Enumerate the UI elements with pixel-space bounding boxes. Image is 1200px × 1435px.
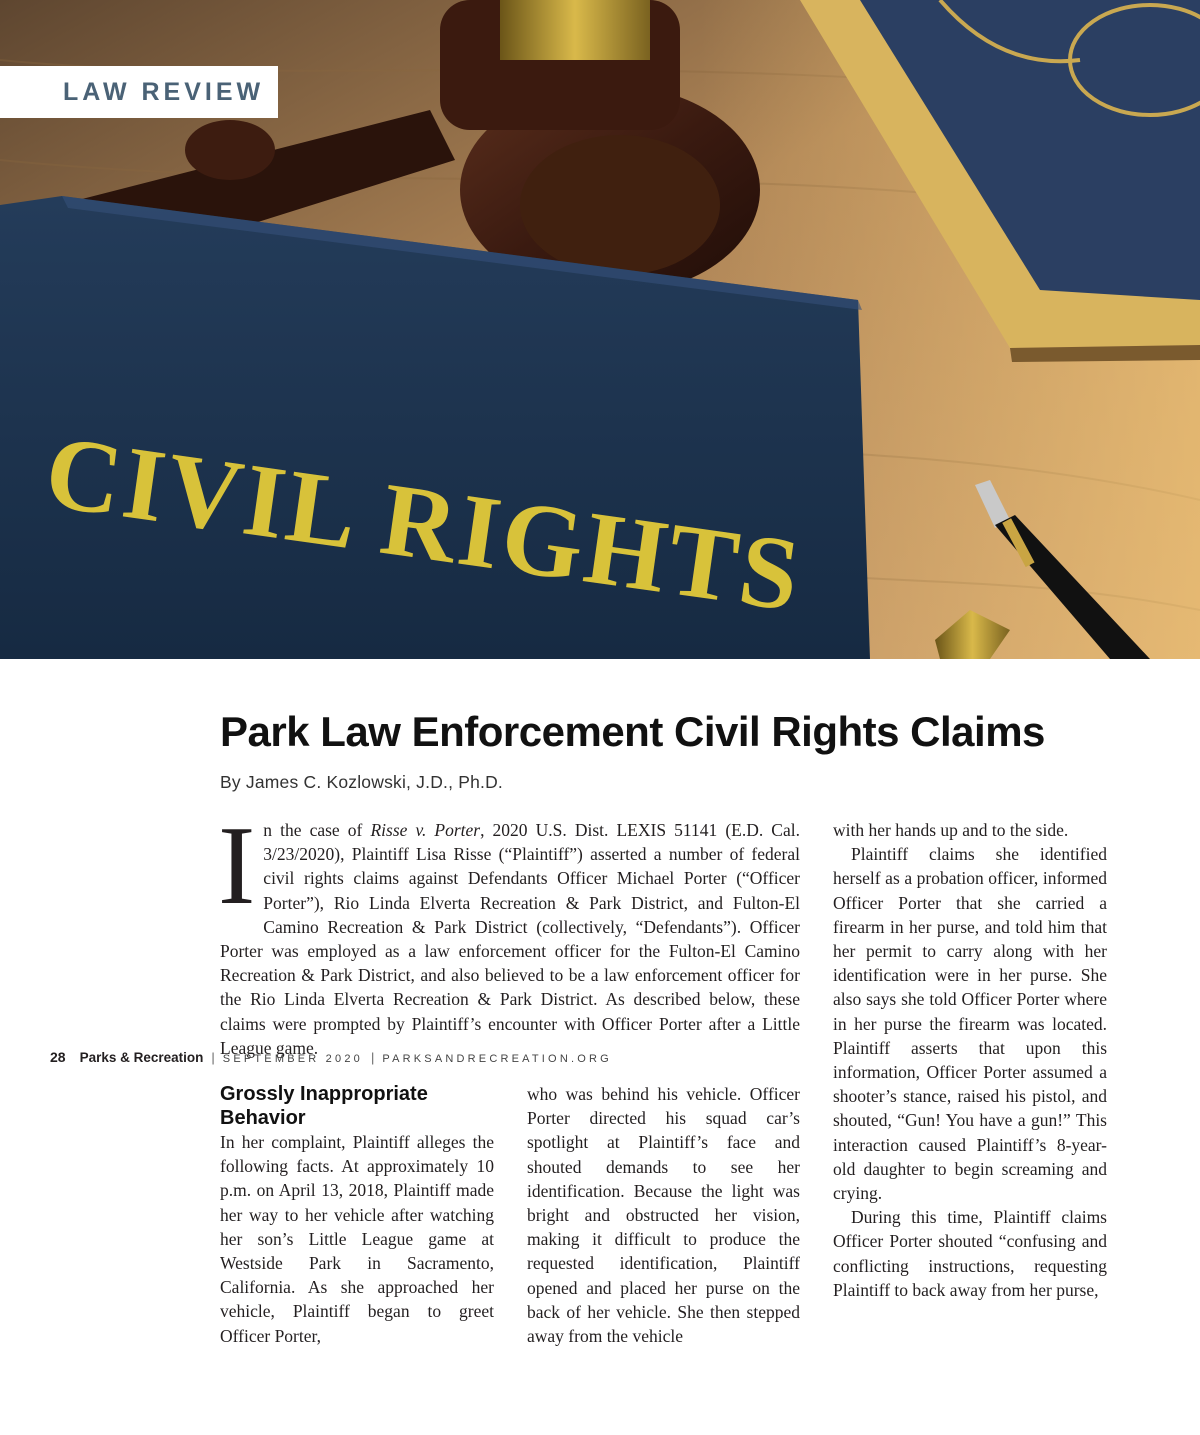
- section-subhead: Grossly Inappropriate Behavior: [220, 1083, 428, 1129]
- intro-paragraph: [218, 804, 800, 1060]
- website-link[interactable]: PARKSANDRECREATION.ORG: [382, 1053, 612, 1065]
- article-title: Park Law Enforcement Civil Rights Claims: [220, 708, 1045, 755]
- byline: By James C. Kozlowski, J.D., Ph.D.: [220, 772, 503, 792]
- section-tag: LAW REVIEW: [0, 66, 278, 118]
- column-b-text: who was behind his vehicle. Officer Porter directed his squad car’s spotlight at Plaintiff’s face and shouted demands to see her identification. Because the light was bright and obstructed her vision, making it difficult to produce the requested identification, Plaintiff opened and placed her purse on the back of her vehicle. She then stepped away from the vehicle: [527, 1084, 800, 1347]
- case-name: Risse v. Porter: [370, 820, 481, 840]
- intro-lead: n the case of: [263, 820, 371, 840]
- hero-image: [0, 0, 1200, 659]
- drop-cap: I: [218, 804, 256, 928]
- column-c-text-3: During this time, Plaintiff claims Officer Porter shouted “confusing and conflicting instructions, requesting Plaintiff to back away from her purse,: [833, 1207, 1107, 1300]
- page-footer: [50, 1049, 612, 1065]
- footer-separator-2: |: [370, 1050, 375, 1065]
- column-b: [527, 1082, 800, 1348]
- footer-separator: |: [211, 1050, 215, 1065]
- column-a: [220, 1082, 494, 1348]
- book-title-text: CIVIL RIGHTS: [38, 413, 809, 634]
- column-c: [833, 818, 1107, 1302]
- intro-column: [218, 804, 800, 1060]
- intro-body: , 2020 U.S. Dist. LEXIS 51141 (E.D. Cal. 3/23/2020), Plaintiff Lisa Risse (“Plaintiff”) asserted a number of federal civil rights claims against Defendants Officer Michael Porter (“Officer Porter”), Rio Linda Elverta Recreation & Park District, and Fulton-El Camino Recreation & Park District (collectively, “Defendants”). Officer Porter was employed as a law enforcement officer for the Fulton-El Camino Recreation & Park District, and also believed to be a law enforcement officer for the Rio Linda Elverta Recreation & Park District. As described below, these claims were prompted by Plaintiff’s encounter with Officer Porter after a Little League game.: [220, 820, 800, 1058]
- column-c-text-1: with her hands up and to the side.: [833, 820, 1069, 840]
- magazine-name: Parks & Recreation: [79, 1050, 204, 1065]
- column-c-text-2: Plaintiff claims she identified herself as a probation officer, informed Officer Porter that she carried a firearm in her purse, and told him that her permit to carry along with her identification were in her purse. She also says she told Officer Porter where in her purse the firearm was located. Plaintiff asserts that upon this information, Officer Porter assumed a shooter’s stance, raised his pistol, and shouted, “Gun! You have a gun!” This interaction caused Plaintiff’s 8-year-old daughter to begin screaming and crying.: [833, 844, 1107, 1204]
- issue-date: SEPTEMBER 2020: [222, 1053, 363, 1065]
- column-a-text: In her complaint, Plaintiff alleges the following facts. At approximately 10 p.m. on April 13, 2018, Plaintiff made her way to her vehicle after watching her son’s Little League game at Westside Park in Sacramento, California. As she approached her vehicle, Plaintiff began to greet Officer Porter,: [220, 1132, 494, 1346]
- page-number: 28: [50, 1049, 66, 1065]
